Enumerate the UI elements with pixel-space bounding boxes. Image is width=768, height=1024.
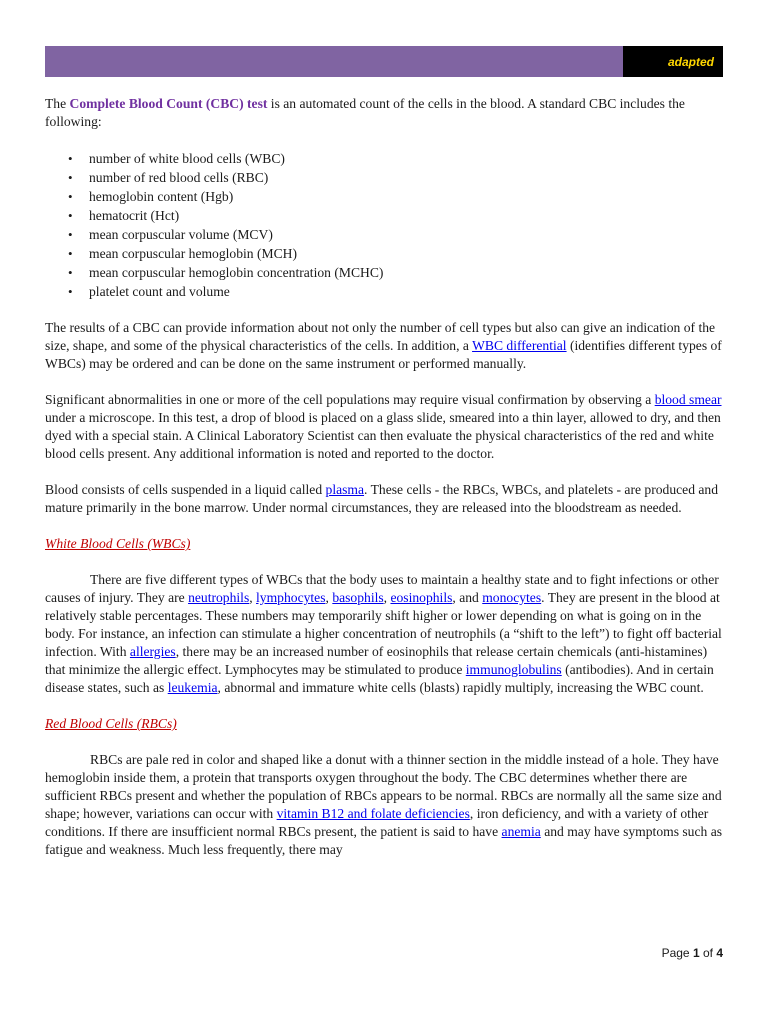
results-paragraph: The results of a CBC can provide information about not only the number of cell types but also can give an indication of the size, shape, and some of the physical characteristics of the cells. In addition, a WBC differential (identifies different types of WBCs) may be ordered and can be done on the same instrument or performed manually.: [45, 320, 722, 371]
list-item: • platelet count and volume: [89, 282, 725, 301]
list-item: • number of white blood cells (WBC): [89, 149, 725, 168]
anemia-link[interactable]: anemia: [501, 824, 541, 839]
abnormalities-paragraph: Significant abnormalities in one or more of the cell populations may require visual confirmation by observing a blood smear under a microscope. In this test, a drop of blood is placed on a glass slide, smeared into a thin layer, allowed to dry, and then dyed with a special stain. A Clinical Laboratory Scientist can then evaluate the physical characteristics of the red and white blood cells present. Any additional information is noted and reported to the doctor.: [45, 392, 722, 461]
monocytes-link[interactable]: monocytes: [482, 590, 542, 605]
list-item: • mean corpuscular hemoglobin concentration (MCHC): [89, 263, 725, 282]
document-body: [45, 95, 725, 859]
vitamin-b12-folate-link[interactable]: vitamin B12 and folate deficiencies: [276, 806, 470, 821]
header-bar: [45, 46, 723, 77]
wbc-paragraph: There are five different types of WBCs that the body uses to maintain a healthy state and to fight infections or other causes of injury. They are neutrophils, lymphocytes, basophils, eosinophils, and monocytes. They are present in the blood at relatively stable percentages. These numbers may temporarily shift higher or lower depending on what is going on in the body. For instance, an infection can stimulate a higher concentration of neutrophils (a “shift to the left”) to fight off bacterial infection. With allergies, there may be an increased number of eosinophils that release certain chemicals (anti-histamines) that minimize the allergic effect. Lymphocytes may be stimulated to produce immunoglobulins (antibodies). And in certain disease states, such as leukemia, abnormal and immature white cells (blasts) rapidly multiply, increasing the WBC count.: [45, 572, 722, 695]
cbc-components-list: [45, 149, 725, 301]
total-pages: 4: [716, 946, 723, 960]
header-purple-band: [45, 46, 623, 77]
blood-smear-link[interactable]: blood smear: [654, 392, 722, 407]
header-adapted-badge: [623, 46, 723, 77]
eosinophils-link[interactable]: eosinophils: [390, 590, 453, 605]
list-item: • hematocrit (Hct): [89, 206, 725, 225]
blood-consists-paragraph: Blood consists of cells suspended in a liquid called plasma. These cells - the RBCs, WBCs, and platelets - are produced and mature primarily in the bone marrow. Under normal circumstances, they are released into the bloodstream as needed.: [45, 482, 719, 515]
allergies-link[interactable]: allergies: [129, 644, 176, 659]
lymphocytes-link[interactable]: lymphocytes: [256, 590, 326, 605]
immunoglobulins-link[interactable]: immunoglobulins: [465, 662, 562, 677]
page-number-footer: Page 1 of 4: [661, 946, 723, 960]
leukemia-link[interactable]: leukemia: [167, 680, 218, 695]
intro-paragraph: The Complete Blood Count (CBC) test is an automated count of the cells in the blood. A standard CBC includes the following:: [45, 96, 685, 129]
rbc-paragraph: RBCs are pale red in color and shaped like a donut with a thinner section in the middle instead of a hole. They have hemoglobin inside them, a protein that transports oxygen throughout the body. The CBC determines whether there are sufficient RBCs present and whether the population of RBCs appears to be normal. RBCs are normally all the same size and shape; however, variations can occur with vitamin B12 and folate deficiencies, iron deficiency, and with a variety of other conditions. If there are insufficient normal RBCs present, the patient is said to have anemia and may have symptoms such as fatigue and weakness. Much less frequently, there may: [45, 752, 723, 857]
list-item: • mean corpuscular volume (MCV): [89, 225, 725, 244]
cbc-test-highlight: Complete Blood Count (CBC) test: [69, 96, 268, 111]
current-page-number: 1: [692, 946, 700, 960]
rbc-section-heading: Red Blood Cells (RBCs): [45, 716, 177, 731]
plasma-link[interactable]: plasma: [325, 482, 365, 497]
wbc-section-heading: White Blood Cells (WBCs): [45, 536, 191, 551]
wbc-differential-link[interactable]: WBC differential: [472, 338, 567, 353]
list-item: • hemoglobin content (Hgb): [89, 187, 725, 206]
list-item: • number of red blood cells (RBC): [89, 168, 725, 187]
list-item: • mean corpuscular hemoglobin (MCH): [89, 244, 725, 263]
basophils-link[interactable]: basophils: [332, 590, 384, 605]
adapted-label: adapted: [667, 54, 714, 69]
neutrophils-link[interactable]: neutrophils: [188, 590, 250, 605]
